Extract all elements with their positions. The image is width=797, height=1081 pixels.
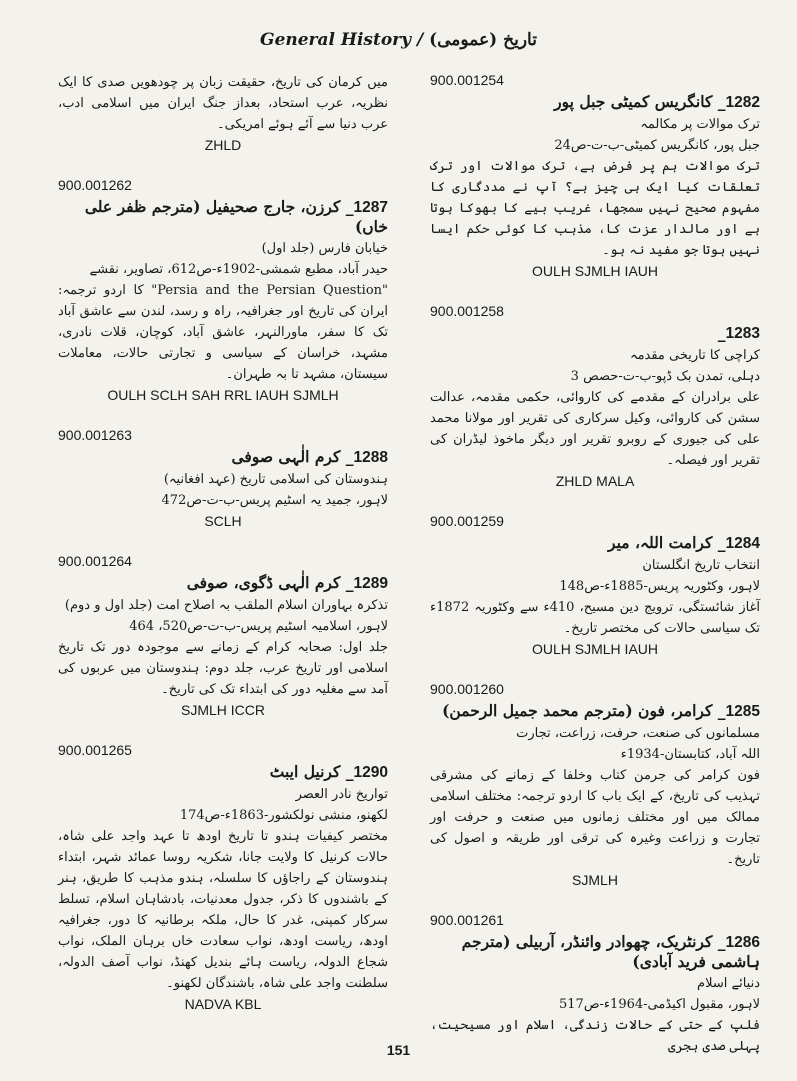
entry-title: تذکرہ بہاوران اسلام الملقب بہ اصلاح امت (جلد اول و دوم)	[64, 598, 388, 613]
entry-contents-note: ترک موالات ہم پر فرض ہے، ترک موالات اور ترک تعلقات کیا ایک ہی چیز ہے؟ آپ نے مددگاری کا مفہوم صحیح نہیں سمجھا، غریب بیے کا بھوکا ہوتا ہے اور مالدار عزت کا، مذہب کا کوئی حکم ایسا نہیں ہوتا جو مفید نہ ہو۔	[430, 159, 760, 258]
library-codes: ZHLD MALA	[555, 473, 635, 489]
library-codes: SJMLH ICCR	[180, 702, 265, 718]
header-title-urdu: تاریخ (عمومی)	[429, 30, 537, 50]
entry-heading: 1283_	[717, 323, 760, 342]
classification-code: 900.001263	[58, 427, 132, 443]
entry-imprint: دہلی، تمدن بک ڈپو-ب-ت-حصص 3	[570, 369, 760, 384]
entry-title: انتخاب تاریخ انگلستان	[642, 558, 760, 573]
classification-code: 900.001264	[58, 553, 132, 569]
left-column	[58, 72, 388, 1036]
entry-contents-note: فلپ کے حتی کے حالات زندگی، اسلام اور مسیحیت، پہلی صدی ہجری	[430, 1018, 760, 1054]
entry-heading: 1288_ کرم الٰہی صوفی	[231, 447, 388, 466]
entry-number: 1285	[725, 703, 760, 720]
entry-contents-note: آغاز شائستگی، ترویج دین مسیح، 410ء سے وکٹوریہ 1872ء تک سیاسی حالات کی مختصر تاریخ۔	[430, 600, 761, 636]
entry-author: کرامر، فون (مترجم محمد جمیل الرحمن)	[442, 701, 713, 720]
entry-number: 1282	[725, 94, 760, 111]
entry-author: کرم الٰہی ڈگوی، صوفی	[186, 573, 341, 592]
library-codes: OULH SCLH SAH RRL IAUH SJMLH	[107, 387, 339, 403]
page-header	[0, 30, 797, 50]
entry-contents-note: علی برادران کے مقدمے کی کاروائی، حکمی مقدمہ، عدالت سشن کی کاروائی، وکیل سرکاری کی تقریر اور مولانا محمد علی کی جیوری کے روبرو تقریر اور دیگر ماخوذ لیڈران کی تقریر اور فیصلہ۔	[430, 390, 760, 468]
catalogue-entry	[430, 681, 760, 888]
entry-number: 1284	[725, 535, 760, 552]
entry-imprint: لاہور، مقبول اکیڈمی-1964ء-ص517	[558, 997, 760, 1012]
classification-code: 900.001254	[430, 72, 504, 88]
right-column	[430, 72, 760, 1081]
classification-code: 900.001261	[430, 912, 504, 928]
entry-contents-note: مختصر کیفیات ہندو تا تاریخ اودھ تا عہد واجد علی شاہ، حالات کرنیل کا ولایت جانا، شکریہ روسا عمائد شہر، ابتداء ہندوستان کے راجاؤں کا سلسلہ، ہندو مذہب کا طریق، ہنر کے باشندوں کا ذکر، جدول معدنیات، بادشاہان اسلام، تسلط سرکار کمپنی، غدر کا حال، ملکہ برطانیہ کا دور، جغرافیہ اودھ، ریاست اودھ، نواب سعادت خاں برہان الملک، نواب شجاع الدولہ، ریاست ہائے بندیل کھنڈ، نواب آصف الدولہ، سلطنت واجد علی شاہ، باشندگان لکھنو۔	[58, 829, 388, 991]
entry-imprint: لاہور، وکٹوریہ پریس-1885ء-ص148	[559, 579, 760, 594]
entry-imprint: حیدر آباد، مطبع شمشی-1902ء-ص612، تصاویر، نقشے	[89, 262, 388, 277]
catalogue-entry	[430, 303, 760, 489]
library-codes: ZHLD	[204, 137, 242, 153]
entry-imprint: لاہور، اسلامیہ اسٹیم پریس-ب-ت-ص520، 464	[129, 619, 388, 634]
library-codes: OULH SJMLH IAUH	[531, 641, 659, 657]
library-codes: OULH SJMLH IAUH	[531, 263, 659, 279]
catalogue-entry	[58, 427, 388, 529]
entry-number: 1283	[725, 325, 760, 342]
entry-imprint: اللہ آباد، کتابستان-1934ء	[620, 747, 760, 762]
entry-author: کرامت اللہ، میر	[608, 533, 713, 552]
entry-number: 1290	[353, 764, 388, 781]
catalogue-entry	[58, 553, 388, 718]
classification-code: 900.001258	[430, 303, 504, 319]
entry-title: دنیائے اسلام	[697, 976, 760, 991]
entry-author: کرنیل ایبٹ	[269, 762, 341, 781]
entry-heading: 1284_ کرامت اللہ، میر	[608, 533, 760, 552]
entry-author: کانگریس کمیٹی جبل پور	[554, 92, 713, 111]
classification-code: 900.001265	[58, 742, 132, 758]
entry-heading: 1285_ کرامر، فون (مترجم محمد جمیل الرحمن)	[442, 701, 760, 720]
entry-heading: 1287_ کرزن، جارج صحیفیل (مترجم ظفر علی خاں)	[84, 197, 388, 236]
page-number: 151	[386, 1042, 411, 1058]
catalogue-entry	[430, 72, 760, 279]
entry-heading: 1290_ کرنیل ایبٹ	[269, 762, 388, 781]
entry-number: 1289	[353, 575, 388, 592]
entry-title: خیابان فارس (جلد اول)	[261, 241, 388, 256]
entry-contents-note: "Persia and the Persian Question" کا اردو ترجمہ: ایران کی تاریخ اور جغرافیہ، راہ و رسد، لندن سے عاشق آباد تک کا سفر، ماورالنہر، عاشق آباد، کوچان، قلات نادری، مشہد، خراسان کے سیاسی و تجارتی حالات، معاملات سیستان، مشہد تا بہ طہران۔	[58, 283, 388, 382]
entry-author: کرزن، جارج صحیفیل (مترجم ظفر علی خاں)	[84, 197, 388, 236]
entry-number: 1286	[725, 934, 760, 951]
continuation-entry	[58, 72, 388, 153]
library-codes: SJMLH	[572, 872, 618, 888]
classification-code: 900.001262	[58, 177, 132, 193]
entry-heading: 1286_ کرنٹریک، چھوادر وائنڈر، آربیلی (مترجم ہاشمی فرید آبادی)	[461, 932, 760, 971]
entry-title: مسلمانوں کی صنعت، حرفت، زراعت، تجارت	[516, 726, 760, 741]
entry-imprint: لاہور، جمید یہ اسٹیم پریس-ب-ت-ص472	[161, 493, 388, 508]
classification-code: 900.001260	[430, 681, 504, 697]
catalogue-entry	[430, 912, 760, 1057]
entry-number: 1288	[353, 449, 388, 466]
catalogue-entry	[58, 742, 388, 1012]
entry-title: تواریخ نادر العصر	[295, 787, 388, 802]
entry-number: 1287	[353, 199, 388, 216]
entry-author: کرم الٰہی صوفی	[231, 447, 341, 466]
entry-title: ہندوستان کی اسلامی تاریخ (عہد افغانیہ)	[163, 472, 388, 487]
continuation-text: میں کرمان کی تاریخ، حقیقت زبان پر چودھویں صدی کا ایک نظریہ، عرب استحاد، بعداز جنگ ایران میں اسلامی ادب، عرب دنیا سے آئے ہوئے امریکی۔	[58, 75, 388, 132]
entry-contents-note: جلد اول: صحابہ کرام کے زمانے سے موجودہ دور تک تاریخ اسلامی اور تاریخ عرب، جلد دوم: ہندوستان میں عربوں کی آمد سے مغلیہ دور کی ابتداء تک کی تاریخ۔	[58, 640, 388, 697]
entry-contents-note: فون کرامر کی جرمن کتاب وخلفا کے زمانے کی مشرقی تہذیب کی تاریخ، کے ایک باب کا اردو ترجمہ: مختلف اسلامی ممالک میں اور مختلف زمانوں میں صنعت و حرفت اور تجارت و زراعت وغیرہ کی ترقی اور طریقہ و اصول کی تاریخ۔	[430, 768, 760, 867]
classification-code: 900.001259	[430, 513, 504, 529]
library-codes: SCLH	[204, 513, 242, 529]
catalogue-entry	[58, 177, 388, 403]
entry-imprint: لکھنو، منشی نولکشور-1863ء-ص174	[179, 808, 388, 823]
header-title-english: General History /	[260, 30, 424, 50]
entry-heading: 1289_ کرم الٰہی ڈگوی، صوفی	[186, 573, 388, 592]
entry-imprint: جبل پور، کانگریس کمیٹی-ب-ت-ص24	[554, 138, 760, 153]
entry-heading: 1282_ کانگریس کمیٹی جبل پور	[554, 92, 760, 111]
entry-author: کرنٹریک، چھوادر وائنڈر، آربیلی (مترجم ہاشمی فرید آبادی)	[461, 932, 760, 971]
entry-title: ترک موالات پر مکالمہ	[640, 117, 760, 132]
entry-title: کراچی کا تاریخی مقدمہ	[629, 348, 760, 363]
library-codes: NADVA KBL	[184, 996, 262, 1012]
catalogue-entry	[430, 513, 760, 657]
